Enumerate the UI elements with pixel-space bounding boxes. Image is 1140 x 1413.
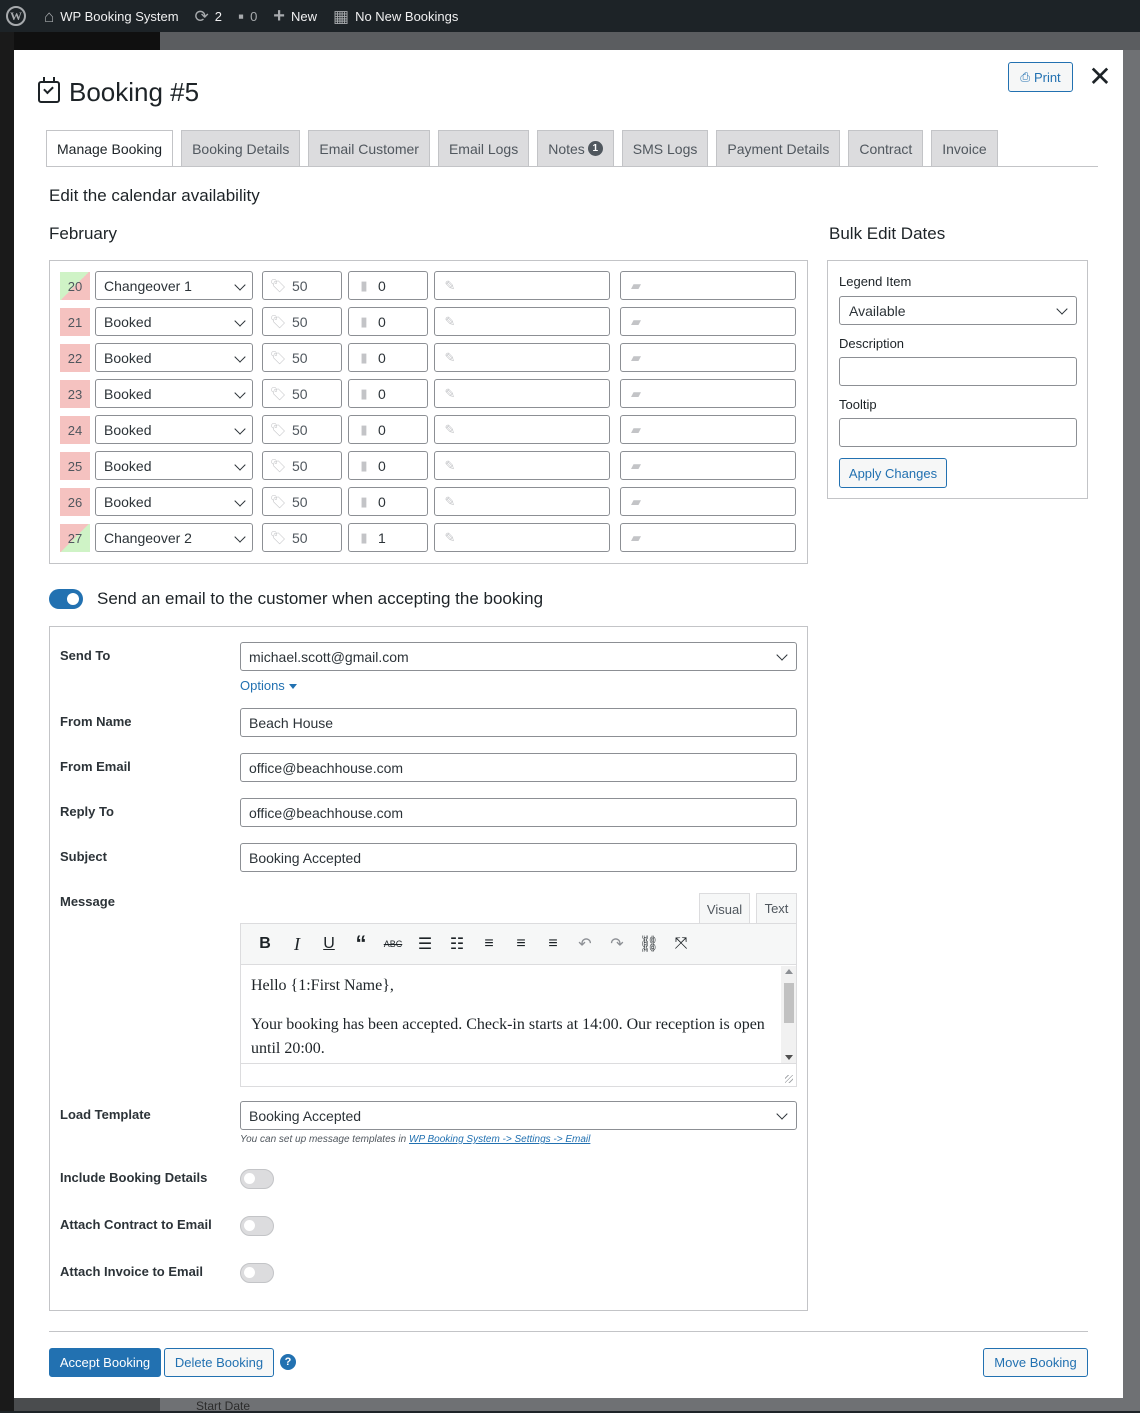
speech-bubble-icon: ▰ bbox=[631, 457, 641, 473]
price-input[interactable] bbox=[262, 451, 342, 480]
description-label: Description bbox=[839, 336, 905, 351]
day-tooltip-input[interactable] bbox=[620, 415, 796, 444]
resize-handle-icon[interactable] bbox=[785, 1075, 793, 1083]
status-select[interactable] bbox=[95, 379, 253, 408]
send-email-label: Send an email to the customer when accepting the booking bbox=[97, 589, 544, 608]
status-value: Changeover 1 bbox=[104, 277, 192, 294]
tab-divider bbox=[46, 166, 1098, 167]
bar-chart-icon: ▮ bbox=[360, 493, 368, 509]
bookings-menu[interactable] bbox=[325, 0, 466, 32]
price-value: 50 bbox=[292, 385, 308, 402]
site-name: WP Booking System bbox=[60, 8, 179, 24]
speech-bubble-icon: ▰ bbox=[631, 529, 641, 545]
day-description-input[interactable] bbox=[434, 271, 610, 300]
message-paragraph: Hello {1:First Name}, bbox=[251, 977, 394, 994]
scroll-down-icon[interactable] bbox=[785, 1055, 793, 1060]
attach-contract-toggle[interactable] bbox=[240, 1216, 274, 1236]
home-icon: ⌂ bbox=[44, 6, 55, 26]
chevron-down-icon bbox=[1056, 303, 1067, 314]
chevron-down-icon bbox=[234, 495, 245, 506]
price-tag-icon: 🏷 bbox=[269, 313, 287, 329]
include-details-toggle[interactable] bbox=[240, 1169, 274, 1189]
inventory-value: 1 bbox=[378, 529, 386, 546]
new-label: New bbox=[290, 8, 317, 24]
editor-text-tab[interactable]: Text bbox=[756, 893, 797, 923]
reply-to-value: office@beachhouse.com bbox=[249, 804, 404, 821]
caret-down-icon bbox=[289, 684, 297, 689]
day-number: 25 bbox=[60, 452, 90, 480]
pencil-icon: ✎ bbox=[444, 457, 456, 473]
inventory-value: 0 bbox=[378, 385, 386, 402]
new-content-menu[interactable] bbox=[265, 0, 325, 32]
bar-chart-icon: ▮ bbox=[360, 277, 368, 293]
day-tooltip-input[interactable] bbox=[620, 343, 796, 372]
backdrop-bottom-edge bbox=[160, 1398, 1123, 1411]
bookings-label: No New Bookings bbox=[355, 8, 459, 24]
speech-bubble-icon: ▰ bbox=[631, 277, 641, 293]
subject-value: Booking Accepted bbox=[249, 849, 362, 866]
bar-chart-icon: ▮ bbox=[360, 457, 368, 473]
attach-invoice-toggle[interactable] bbox=[240, 1263, 274, 1283]
calendar-dates-box bbox=[49, 260, 808, 564]
day-description-input[interactable] bbox=[434, 451, 610, 480]
speech-bubble-icon: ▰ bbox=[631, 421, 641, 437]
bar-chart-icon: ▮ bbox=[360, 421, 368, 437]
from-name-value: Beach House bbox=[249, 714, 334, 731]
footer-divider bbox=[49, 1331, 1088, 1332]
tab-label: Email Logs bbox=[448, 140, 519, 157]
inventory-input[interactable] bbox=[348, 415, 428, 444]
day-tooltip-input[interactable] bbox=[620, 379, 796, 408]
from-email-value: office@beachhouse.com bbox=[249, 759, 404, 776]
inventory-input[interactable] bbox=[348, 343, 428, 372]
day-description-input[interactable] bbox=[434, 487, 610, 516]
legend-item-label: Legend Item bbox=[839, 274, 912, 289]
print-button[interactable] bbox=[1008, 62, 1073, 92]
subject-label: Subject bbox=[60, 849, 107, 864]
tab-email-customer[interactable] bbox=[308, 130, 430, 166]
price-value: 50 bbox=[292, 349, 308, 366]
day-number: 21 bbox=[60, 308, 90, 336]
price-input[interactable] bbox=[262, 271, 342, 300]
inventory-value: 0 bbox=[378, 493, 386, 510]
inventory-value: 0 bbox=[378, 349, 386, 366]
admin-sidebar bbox=[0, 32, 14, 1411]
day-tooltip-input[interactable] bbox=[620, 523, 796, 552]
day-description-input[interactable] bbox=[434, 523, 610, 552]
tab-label: Invoice bbox=[942, 140, 987, 157]
speech-bubble-icon: ▰ bbox=[631, 493, 641, 509]
price-value: 50 bbox=[292, 457, 308, 474]
admin-sidebar-top bbox=[14, 32, 160, 50]
inventory-input[interactable] bbox=[348, 487, 428, 516]
tab-label: Manage Booking bbox=[57, 141, 163, 157]
chevron-down-icon bbox=[776, 649, 787, 660]
load-template-select[interactable] bbox=[240, 1101, 797, 1130]
inventory-value: 0 bbox=[378, 313, 386, 330]
tab-notes[interactable] bbox=[537, 130, 614, 166]
price-input[interactable] bbox=[262, 379, 342, 408]
status-value: Changeover 2 bbox=[104, 529, 192, 546]
template-note bbox=[240, 1134, 590, 1145]
reply-to-input[interactable] bbox=[240, 798, 797, 827]
attach-contract-label: Attach Contract to Email bbox=[60, 1217, 212, 1232]
from-name-input[interactable] bbox=[240, 708, 797, 737]
fullscreen-icon[interactable]: ⤧ bbox=[674, 935, 688, 952]
booking-modal bbox=[14, 50, 1123, 1398]
apply-changes-button[interactable]: Apply Changes bbox=[839, 458, 947, 488]
price-value: 50 bbox=[292, 421, 308, 438]
updates-count: 2 bbox=[214, 8, 223, 24]
chevron-down-icon bbox=[234, 459, 245, 470]
availability-heading: Edit the calendar availability bbox=[49, 186, 260, 205]
link-icon[interactable]: ⛓ bbox=[638, 936, 660, 953]
align-left-icon[interactable]: ≡ bbox=[484, 935, 494, 952]
send-to-label: Send To bbox=[60, 648, 111, 663]
day-tooltip-input[interactable] bbox=[620, 487, 796, 516]
day-description-input[interactable] bbox=[434, 307, 610, 336]
align-center-icon[interactable]: ≡ bbox=[516, 935, 526, 952]
plus-icon: + bbox=[273, 5, 285, 27]
pencil-icon: ✎ bbox=[444, 349, 456, 365]
pencil-icon: ✎ bbox=[444, 385, 456, 401]
inventory-input[interactable] bbox=[348, 307, 428, 336]
options-link[interactable] bbox=[240, 678, 297, 693]
tab-label: SMS Logs bbox=[632, 140, 698, 157]
align-right-icon[interactable]: ≡ bbox=[548, 935, 558, 952]
day-description-input[interactable] bbox=[434, 343, 610, 372]
email-form-box bbox=[49, 626, 808, 1311]
send-to-value: michael.scott@gmail.com bbox=[249, 648, 409, 665]
chevron-down-icon bbox=[234, 279, 245, 290]
chevron-down-icon bbox=[234, 423, 245, 434]
status-select[interactable] bbox=[95, 451, 253, 480]
updates-menu[interactable] bbox=[187, 0, 230, 32]
day-number: 27 bbox=[60, 524, 90, 552]
print-label: Print bbox=[1033, 69, 1061, 85]
status-select[interactable] bbox=[95, 487, 253, 516]
editor-toolbar bbox=[241, 924, 796, 965]
status-value: Booked bbox=[104, 493, 152, 510]
tab-sms-logs[interactable] bbox=[622, 130, 709, 166]
bullet-list-icon[interactable]: ☰ bbox=[417, 936, 433, 953]
inventory-value: 0 bbox=[378, 457, 386, 474]
printer-icon: ⎙ bbox=[1020, 69, 1030, 84]
price-tag-icon: 🏷 bbox=[269, 421, 287, 437]
status-select[interactable] bbox=[95, 523, 253, 552]
comment-icon: ▪ bbox=[238, 6, 245, 26]
status-select[interactable] bbox=[95, 307, 253, 336]
tab-label: Payment Details bbox=[727, 140, 830, 157]
day-number: 24 bbox=[60, 416, 90, 444]
comments-menu[interactable] bbox=[230, 0, 265, 32]
status-select[interactable] bbox=[95, 343, 253, 372]
start-date-label: Start Date bbox=[196, 1399, 251, 1413]
close-icon[interactable]: ✕ bbox=[1088, 61, 1112, 92]
include-details-label: Include Booking Details bbox=[60, 1170, 208, 1185]
price-input[interactable] bbox=[262, 343, 342, 372]
pencil-icon: ✎ bbox=[444, 277, 456, 293]
tab-manage-booking[interactable] bbox=[46, 130, 173, 167]
italic-icon[interactable]: I bbox=[294, 933, 300, 954]
undo-icon[interactable]: ↶ bbox=[578, 936, 592, 953]
wordpress-logo-icon: W bbox=[6, 6, 26, 26]
bar-chart-icon: ▮ bbox=[360, 313, 368, 329]
day-tooltip-input[interactable] bbox=[620, 271, 796, 300]
bulk-edit-box bbox=[827, 260, 1088, 499]
tab-label: Email Customer bbox=[319, 140, 419, 157]
inventory-input[interactable] bbox=[348, 271, 428, 300]
accept-booking-button[interactable]: Accept Booking bbox=[49, 1348, 161, 1377]
bar-chart-icon: ▮ bbox=[360, 385, 368, 401]
day-description-input[interactable] bbox=[434, 415, 610, 444]
attach-invoice-label: Attach Invoice to Email bbox=[60, 1264, 204, 1279]
send-to-select[interactable] bbox=[240, 642, 797, 671]
scroll-thumb[interactable] bbox=[784, 983, 794, 1023]
message-editor bbox=[240, 923, 797, 1087]
price-input[interactable] bbox=[262, 307, 342, 336]
legend-item-select[interactable] bbox=[839, 296, 1077, 325]
editor-scrollbar[interactable] bbox=[781, 966, 796, 1063]
price-tag-icon: 🏷 bbox=[269, 349, 287, 365]
calendar-icon: ▦ bbox=[333, 6, 350, 26]
price-value: 50 bbox=[292, 493, 308, 510]
wp-logo-menu[interactable] bbox=[0, 0, 36, 32]
template-note-text: You can set up message templates in bbox=[240, 1134, 409, 1145]
pencil-icon: ✎ bbox=[444, 313, 456, 329]
tab-email-logs[interactable] bbox=[438, 130, 529, 166]
tooltip-label: Tooltip bbox=[839, 397, 877, 412]
delete-booking-button[interactable]: Delete Booking bbox=[164, 1348, 274, 1377]
price-tag-icon: 🏷 bbox=[269, 277, 287, 293]
from-email-input[interactable] bbox=[240, 753, 797, 782]
calendar-check-icon bbox=[38, 81, 60, 103]
price-tag-icon: 🏷 bbox=[269, 457, 287, 473]
chevron-down-icon bbox=[234, 387, 245, 398]
inventory-input[interactable] bbox=[348, 379, 428, 408]
day-number: 26 bbox=[60, 488, 90, 516]
admin-bar bbox=[0, 0, 1140, 32]
day-number: 23 bbox=[60, 380, 90, 408]
scroll-up-icon[interactable] bbox=[785, 969, 793, 974]
modal-title bbox=[38, 75, 199, 109]
speech-bubble-icon: ▰ bbox=[631, 349, 641, 365]
redo-icon[interactable]: ↷ bbox=[610, 936, 624, 953]
status-value: Booked bbox=[104, 457, 152, 474]
subject-input[interactable] bbox=[240, 843, 797, 872]
day-tooltip-input[interactable] bbox=[620, 451, 796, 480]
tab-contract[interactable] bbox=[848, 130, 923, 166]
status-value: Booked bbox=[104, 421, 152, 438]
chevron-down-icon bbox=[234, 531, 245, 542]
pencil-icon: ✎ bbox=[444, 421, 456, 437]
editor-visual-tab[interactable]: Visual bbox=[699, 893, 750, 924]
month-heading: February bbox=[49, 224, 118, 243]
tab-bar bbox=[46, 130, 1006, 167]
tab-label: Contract bbox=[859, 140, 913, 157]
speech-bubble-icon: ▰ bbox=[631, 313, 641, 329]
send-email-toggle[interactable] bbox=[49, 589, 83, 609]
blockquote-icon[interactable]: “ bbox=[355, 931, 367, 956]
underline-icon[interactable]: U bbox=[323, 935, 335, 952]
tab-label: Booking Details bbox=[192, 140, 290, 157]
bold-icon[interactable]: B bbox=[259, 935, 271, 952]
reply-to-label: Reply To bbox=[60, 804, 114, 819]
bulk-edit-heading: Bulk Edit Dates bbox=[829, 224, 946, 243]
legend-item-value: Available bbox=[849, 302, 906, 319]
day-number: 20 bbox=[60, 272, 90, 300]
site-name-menu[interactable] bbox=[36, 0, 187, 32]
price-value: 50 bbox=[292, 277, 308, 294]
price-input[interactable] bbox=[262, 523, 342, 552]
load-template-value: Booking Accepted bbox=[249, 1107, 362, 1124]
editor-content[interactable] bbox=[241, 966, 781, 1063]
pencil-icon: ✎ bbox=[444, 529, 456, 545]
status-value: Booked bbox=[104, 313, 152, 330]
description-input[interactable] bbox=[839, 357, 1077, 386]
from-email-label: From Email bbox=[60, 759, 131, 774]
load-template-label: Load Template bbox=[60, 1107, 151, 1122]
options-label: Options bbox=[240, 678, 285, 693]
updates-icon: ⟳ bbox=[194, 6, 209, 26]
day-description-input[interactable] bbox=[434, 379, 610, 408]
tab-booking-details[interactable] bbox=[181, 130, 300, 166]
inventory-value: 0 bbox=[378, 421, 386, 438]
tab-label: Notes bbox=[548, 140, 585, 157]
editor-statusbar bbox=[241, 1063, 796, 1086]
price-tag-icon: 🏷 bbox=[269, 385, 287, 401]
day-number: 22 bbox=[60, 344, 90, 372]
chevron-down-icon bbox=[234, 351, 245, 362]
move-booking-button[interactable]: Move Booking bbox=[983, 1348, 1088, 1377]
tab-payment-details[interactable] bbox=[716, 130, 840, 166]
price-tag-icon: 🏷 bbox=[269, 529, 287, 545]
price-input[interactable] bbox=[262, 415, 342, 444]
pencil-icon: ✎ bbox=[444, 493, 456, 509]
backdrop-right-edge bbox=[1123, 50, 1140, 1411]
bar-chart-icon: ▮ bbox=[360, 529, 368, 545]
message-paragraph: Your booking has been accepted. Check-in starts at 14:00. Our reception is open until 20:00. bbox=[251, 1016, 765, 1057]
message-label: Message bbox=[60, 894, 115, 909]
modal-title-text: Booking #5 bbox=[69, 76, 200, 107]
settings-email-link[interactable]: WP Booking System -> Settings -> Email bbox=[409, 1134, 591, 1145]
notes-count-badge: 1 bbox=[588, 141, 603, 156]
inventory-value: 0 bbox=[378, 277, 386, 294]
day-tooltip-input[interactable] bbox=[620, 307, 796, 336]
price-tag-icon: 🏷 bbox=[269, 493, 287, 509]
inventory-input[interactable] bbox=[348, 523, 428, 552]
inventory-input[interactable] bbox=[348, 451, 428, 480]
tab-invoice[interactable] bbox=[931, 130, 997, 166]
status-select[interactable] bbox=[95, 415, 253, 444]
status-value: Booked bbox=[104, 385, 152, 402]
backdrop-header bbox=[160, 32, 1140, 50]
from-name-label: From Name bbox=[60, 714, 132, 729]
strikethrough-icon[interactable]: ABC bbox=[383, 939, 403, 949]
price-value: 50 bbox=[292, 313, 308, 330]
comments-count: 0 bbox=[250, 8, 258, 24]
chevron-down-icon bbox=[776, 1108, 787, 1119]
numbered-list-icon[interactable]: ☷ bbox=[449, 936, 465, 953]
bar-chart-icon: ▮ bbox=[360, 349, 368, 365]
speech-bubble-icon: ▰ bbox=[631, 385, 641, 401]
status-value: Booked bbox=[104, 349, 152, 366]
tooltip-input[interactable] bbox=[839, 418, 1077, 447]
chevron-down-icon bbox=[234, 315, 245, 326]
price-input[interactable] bbox=[262, 487, 342, 516]
status-select[interactable] bbox=[95, 271, 253, 300]
price-value: 50 bbox=[292, 529, 308, 546]
help-icon[interactable]: ? bbox=[280, 1354, 296, 1370]
